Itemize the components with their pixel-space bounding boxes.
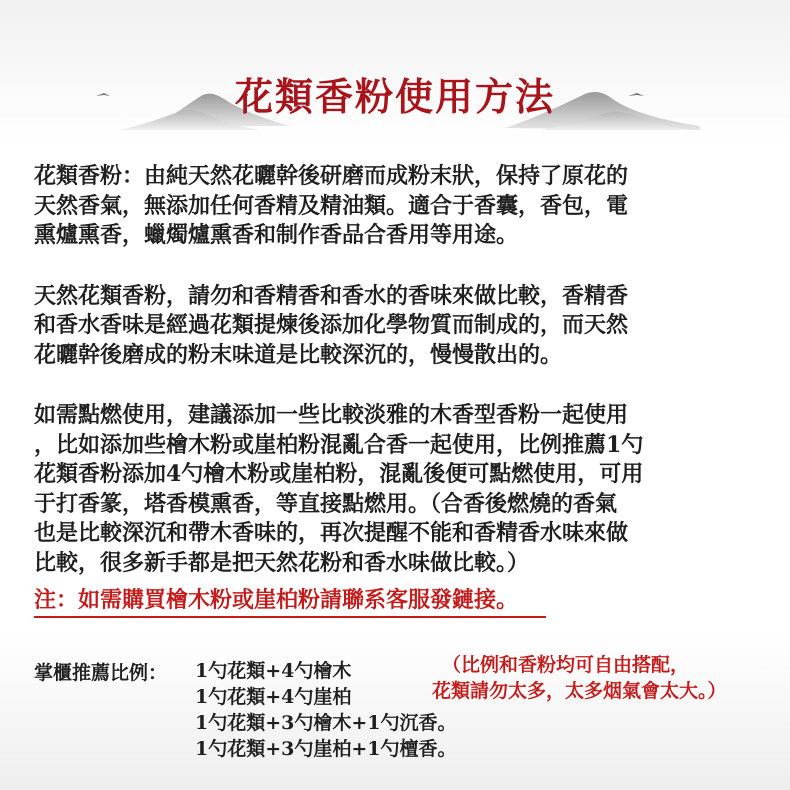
ratio-remark [432, 652, 727, 704]
ratio-remark-line: （比例和香粉均可自由搭配， [442, 654, 690, 676]
paragraph-intro: 花類香粉：由純天然花曬幹後研磨而成粉末狀，保持了原花的 天然香氣，無添加任何香精及精油類。適合于香囊，香包，電 熏爐熏香，蠟燭爐熏香和制作香品合香用等用途。 [34, 163, 629, 248]
paragraph-comparison: 天然花類香粉，請勿和香精香和香水的香味來做比較，香精香 和香水香味是經過花類提煉後添加化學物質而制成的，而天然 花曬幹後磨成的粉末味道是比較深沉的，慢慢散出的。 [34, 282, 629, 368]
ratio-item: 1勺花類+3勺檜木+1勺沉香。 [195, 712, 457, 734]
ratio-item: 1勺花類+4勺崖柏 [195, 686, 352, 708]
purchase-note: 注：如需購買檜木粉或崖柏粉請聯系客服發鏈接。 [34, 583, 546, 618]
page-title: 花類香粉使用方法 [234, 74, 555, 119]
ratio-list [195, 658, 457, 762]
ratio-item: 1勺花類+3勺崖柏+1勺檀香。 [195, 738, 457, 760]
ratio-remark-line: 花類請勿太多，太多烟氣會太大。） [432, 680, 727, 702]
recommended-ratio-section [34, 654, 774, 778]
paragraph-usage: 如需點燃使用，建議添加一些比較淡雅的木香型香粉一起使用 ，比如添加些檜木粉或崖柏粉混亂合香一起使用，比例推薦1勺 花類香粉添加4勺檜木粉或崖柏粉，混亂後便可點燃使用，可用 于打香篆，塔香模熏香，等直接點燃用。（合香後燃燒的香氣 也是比較深沉和帶木香味的，再次提醒不能和香精香水味來做 比較，很多新手都是把天然花粉和香水味做比較。） [34, 402, 644, 576]
header-banner [0, 0, 790, 150]
ratio-item: 1勺花類+4勺檜木 [195, 660, 352, 682]
main-content [34, 162, 764, 618]
ratio-label: 掌櫃推薦比例： [34, 662, 168, 684]
